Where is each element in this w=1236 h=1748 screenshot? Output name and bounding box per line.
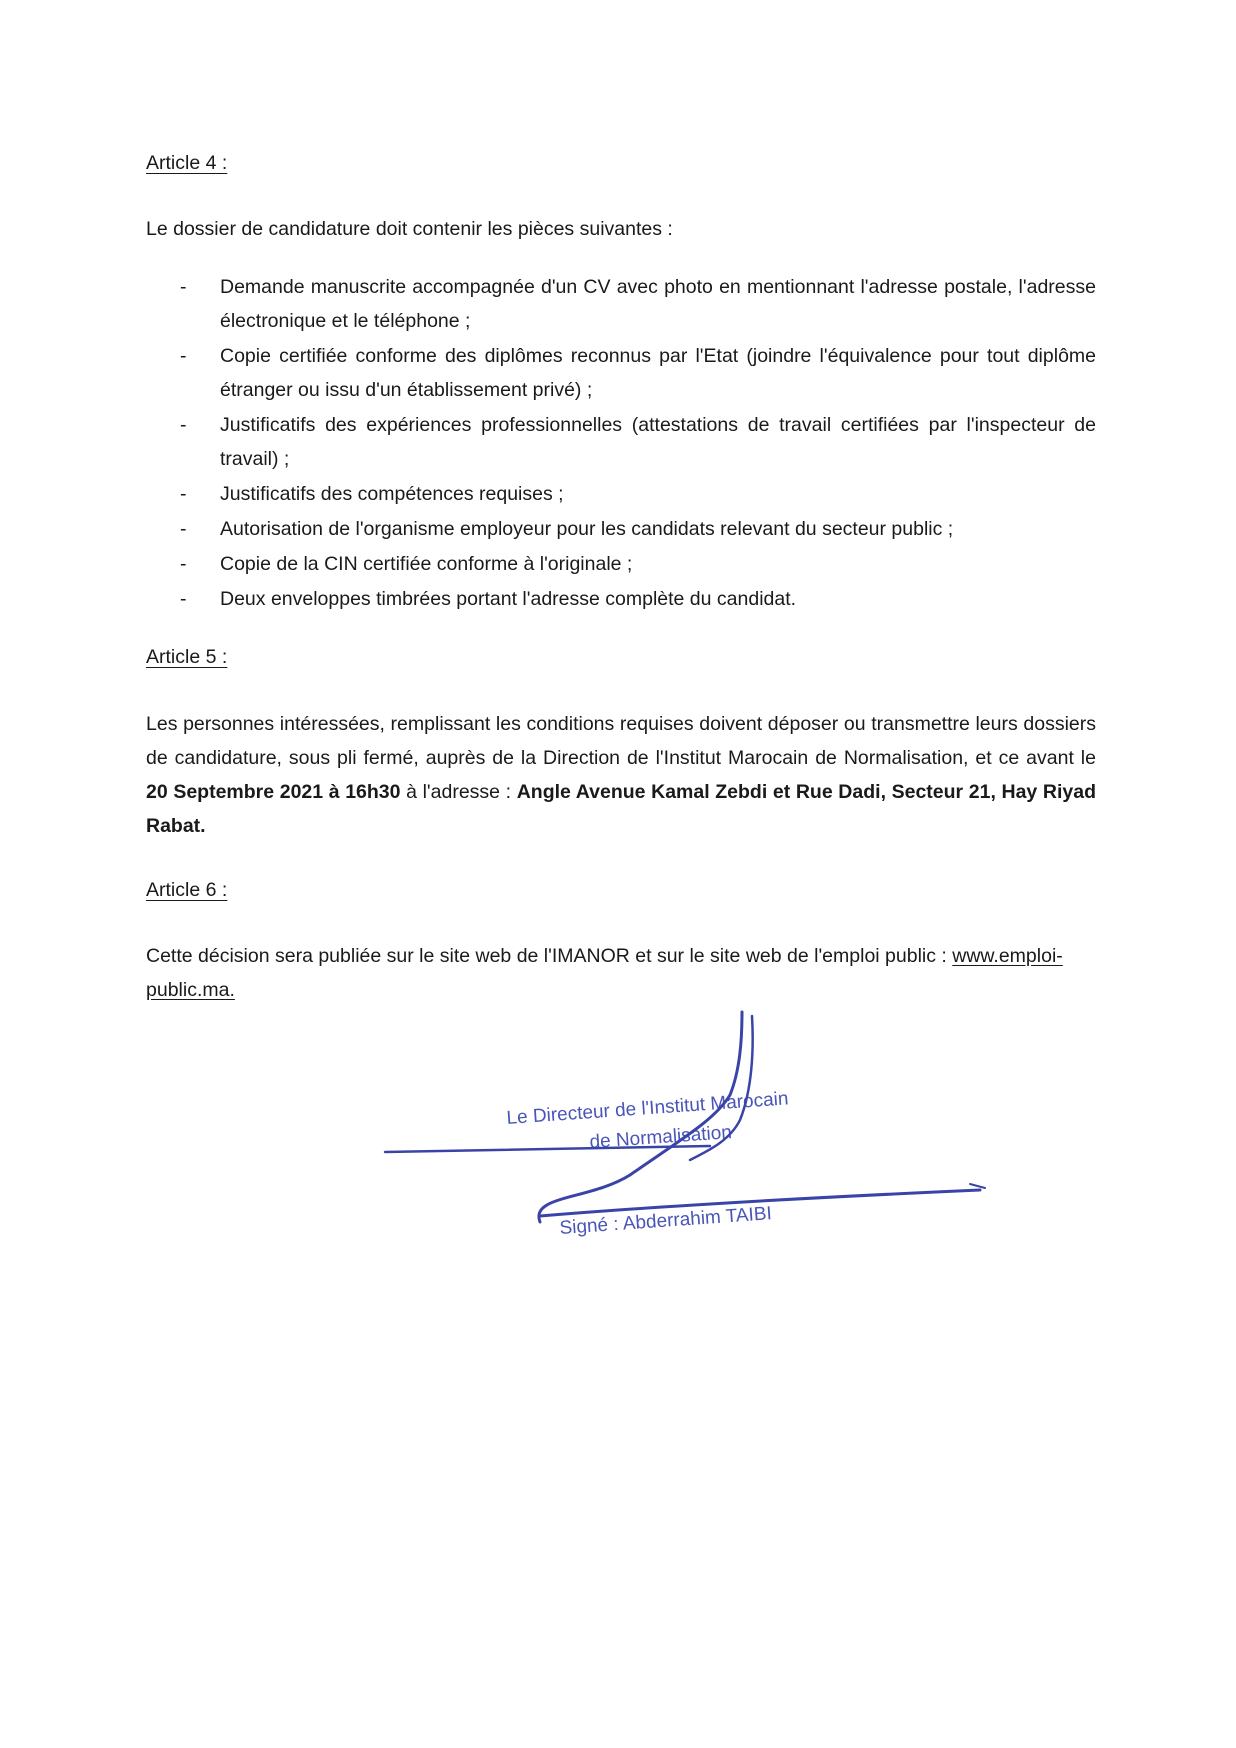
list-item: - Autorisation de l'organisme employeur pour les candidats relevant du secteur public ; [146, 512, 1096, 546]
article-5-heading: Article 5 : [146, 646, 228, 668]
stamp-title-line1: Le Directeur de l'Institut Marocain [505, 1088, 790, 1129]
article-6-text: Cette décision sera publiée sur le site web de l'IMANOR et sur le site web de l'emploi public : www.emploi-public.ma. [146, 945, 1063, 1001]
emploi-public-link[interactable]: www.emploi-public.ma. [146, 945, 1063, 1001]
article-4-intro: Le dossier de candidature doit contenir les pièces suivantes : [146, 218, 673, 240]
signature-stamp [380, 1000, 1000, 1240]
document-body [146, 146, 1096, 1007]
required-documents-list [146, 270, 1096, 616]
article-5-text: Les personnes intéressées, remplissant les conditions requises doivent déposer ou transmettre leurs dossiers de candidature, sous pli fermé, auprès de la Direction de l'Institut Marocain de Normalisation, et ce avant le 20 Septembre 2021 à 16h30 à l'adresse : Angle Avenue Kamal Zebdi et Rue Dadi, Secteur 21, Hay Riyad Rabat. [146, 713, 1096, 837]
deadline: 20 Septembre 2021 à 16h30 [146, 781, 401, 803]
list-item: - Justificatifs des compétences requises ; [146, 477, 1096, 511]
stamp-signed-name: Signé : Abderrahim TAIBI [558, 1203, 773, 1239]
stamp-title-line2: de Normalisation [588, 1122, 733, 1153]
list-item: - Deux enveloppes timbrées portant l'adresse complète du candidat. [146, 582, 1096, 616]
list-item: - Justificatifs des expériences professionnelles (attestations de travail certifiées par l'inspecteur de travail) ; [146, 408, 1096, 476]
list-item: - Copie de la CIN certifiée conforme à l'originale ; [146, 547, 1096, 581]
address: Angle Avenue Kamal Zebdi et Rue Dadi, Secteur 21, Hay Riyad Rabat. [146, 781, 1096, 837]
article-4-heading: Article 4 : [146, 152, 228, 174]
list-item: - Demande manuscrite accompagnée d'un CV avec photo en mentionnant l'adresse postale, l'adresse électronique et le téléphone ; [146, 270, 1096, 338]
handwritten-signature [385, 1012, 985, 1222]
list-item: - Copie certifiée conforme des diplômes reconnus par l'Etat (joindre l'équivalence pour tout diplôme étranger ou issu d'un établissement privé) ; [146, 339, 1096, 407]
article-6-heading: Article 6 : [146, 879, 228, 901]
